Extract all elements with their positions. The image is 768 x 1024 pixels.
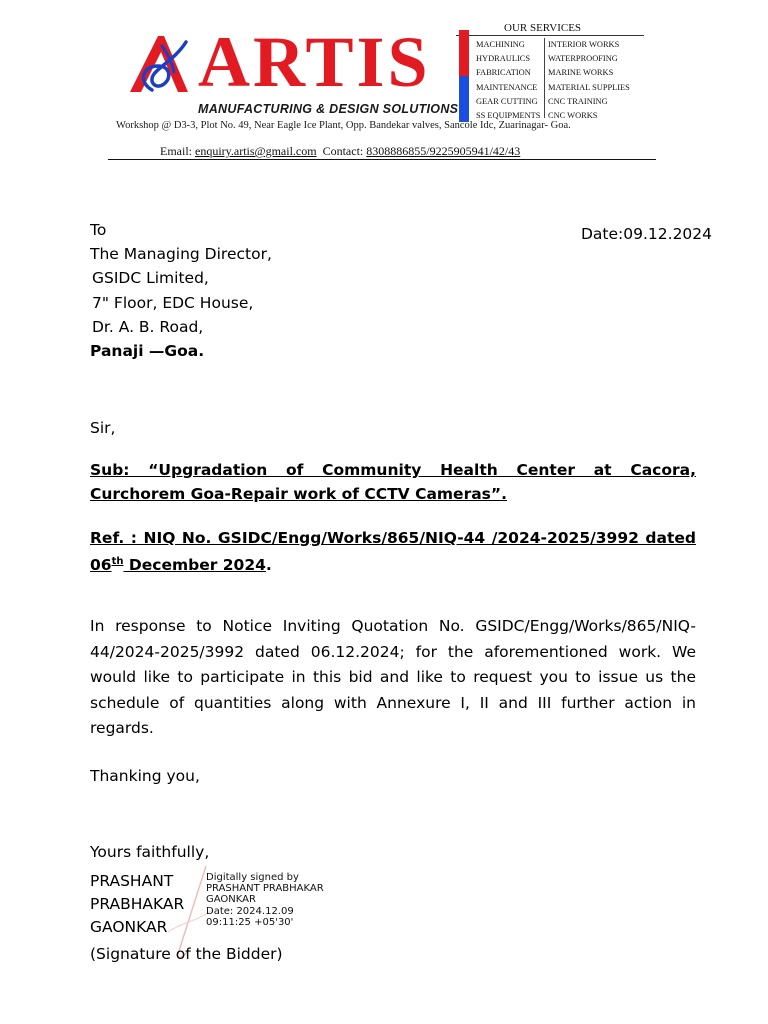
company-tagline: MANUFACTURING & DESIGN SOLUTIONS xyxy=(198,102,459,116)
services-title: OUR SERVICES xyxy=(504,22,582,34)
digital-signature-line: 09:11:25 +05'30' xyxy=(206,916,294,928)
signer-name-line: PRASHANT xyxy=(90,872,174,890)
signer-name-line: GAONKAR xyxy=(90,918,168,936)
email-link[interactable]: enquiry.artis@gmail.com xyxy=(195,144,317,158)
service-item: INTERIOR WORKS xyxy=(548,40,620,49)
contact-label: Contact: xyxy=(322,144,367,158)
contact-line xyxy=(108,144,656,160)
service-item: HYDRAULICS xyxy=(476,54,530,64)
address-city: Panaji —Goa. xyxy=(90,342,205,360)
service-item: MATERIAL SUPPLIES xyxy=(548,82,630,92)
red-accent-bar xyxy=(459,30,469,76)
thanks-line: Thanking you, xyxy=(90,767,200,785)
digital-signature-line: GAONKAR xyxy=(206,894,256,906)
contact-numbers: 8308886855/9225905941/42/43 xyxy=(366,144,521,158)
service-item: SS EQUIPMENTS xyxy=(476,110,541,120)
service-item: MARINE WORKS xyxy=(548,68,614,78)
service-item: WATERPROOFING xyxy=(548,54,618,64)
digital-signature-line: PRASHANT PRABHAKAR xyxy=(206,883,324,895)
services-list xyxy=(474,38,654,123)
address-line: GSIDC Limited, xyxy=(92,269,209,287)
reference-date: December 2024 xyxy=(123,556,266,575)
service-item: GEAR CUTTING xyxy=(476,96,538,106)
letter-reference xyxy=(90,526,696,577)
digital-signature-line: Digitally signed by xyxy=(206,872,299,883)
workshop-address: Workshop @ D3-3, Plot No. 49, Near Eagle Ice Plant, Opp. Bandekar valves, Sancole Idc, Zuarinagar- Goa. xyxy=(116,120,571,131)
email-label: Email: xyxy=(160,144,195,158)
closing-line: Yours faithfully, xyxy=(90,843,210,861)
reference-period: . xyxy=(265,556,272,575)
service-item: FABRICATION xyxy=(476,68,531,78)
to-label: To xyxy=(90,221,107,239)
services-row xyxy=(474,81,654,95)
company-name: ARTIS xyxy=(198,22,431,102)
address-line: 7" Floor, EDC House, xyxy=(92,294,254,312)
artis-logo-icon xyxy=(128,32,192,94)
address-line: The Managing Director, xyxy=(90,245,272,263)
digital-signature-line: Date: 2024.12.09 xyxy=(206,905,294,917)
reference-text: Ref. : NIQ No. GSIDC/Engg/Works/865/NIQ-44 /2024-2025/3992 dated 06 xyxy=(90,529,696,575)
services-row xyxy=(474,95,654,109)
digital-signature-block xyxy=(206,872,324,928)
services-row xyxy=(474,38,654,52)
service-item: CNC TRAINING xyxy=(548,96,608,106)
services-title-rule xyxy=(456,35,644,36)
service-item: CNC WORKS xyxy=(548,110,598,120)
services-row xyxy=(474,66,654,80)
service-item: MACHINING xyxy=(476,40,525,49)
letter-body-paragraph: In response to Notice Inviting Quotation No. GSIDC/Engg/Works/865/NIQ-44/2024-2025/3992 dated 06.12.2024; for the aforementioned work. We would like to participate in this bid and like to request you to issue us the schedule of quantities along with Annexure I, II and III further action in regards. xyxy=(90,617,696,737)
signer-name-line: PRABHAKAR xyxy=(90,895,185,913)
letter-date: Date:09.12.2024 xyxy=(581,225,713,243)
blue-accent-bar xyxy=(459,76,469,122)
address-line: Dr. A. B. Road, xyxy=(92,318,204,336)
signature-caption: (Signature of the Bidder) xyxy=(90,945,283,963)
reference-superscript: th xyxy=(111,556,124,567)
salutation: Sir, xyxy=(90,419,116,437)
letter-subject: Sub: “Upgradation of Community Health Center at Cacora, Curchorem Goa-Repair work of CCTV Cameras”. xyxy=(90,461,696,503)
services-row xyxy=(474,52,654,66)
service-item: MAINTENANCE xyxy=(476,82,538,92)
